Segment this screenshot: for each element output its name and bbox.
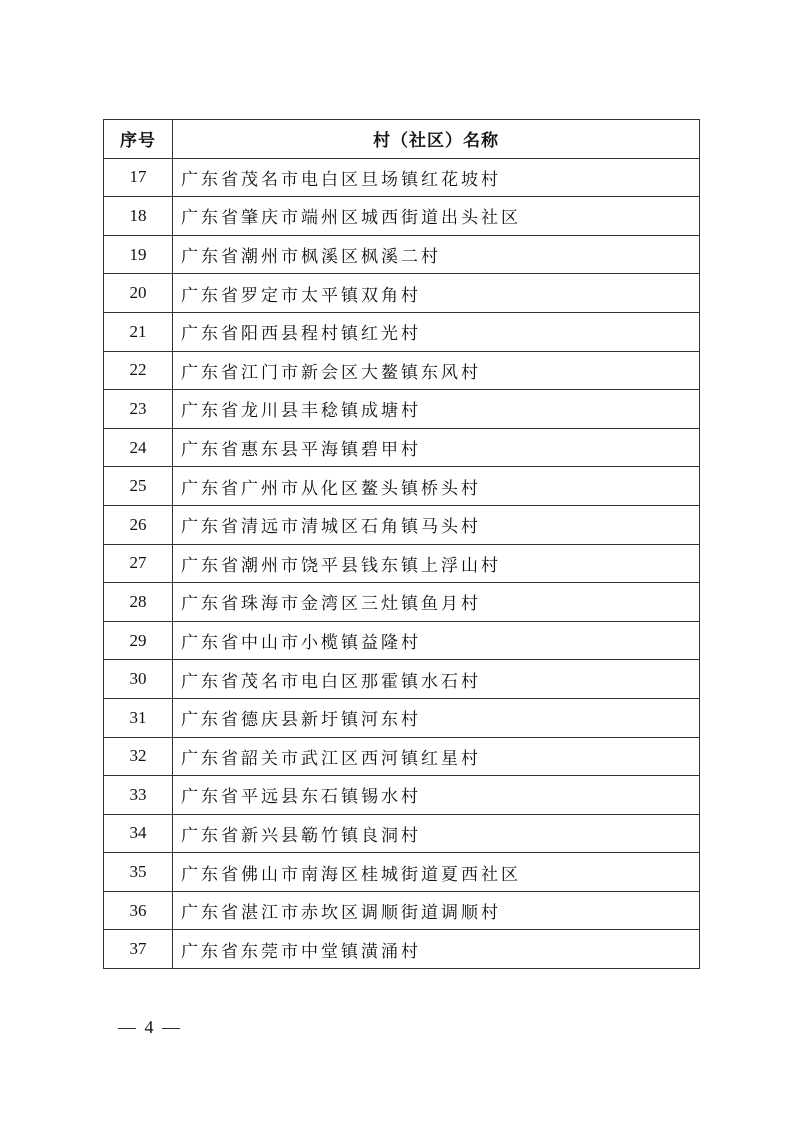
table-row — [104, 312, 700, 351]
row-index: 34 — [104, 814, 173, 853]
row-village-name: 广东省惠东县平海镇碧甲村 — [173, 428, 700, 467]
table-row — [104, 544, 700, 583]
row-village-name: 广东省湛江市赤坎区调顺街道调顺村 — [173, 891, 700, 930]
row-index: 33 — [104, 776, 173, 815]
row-village-name: 广东省江门市新会区大鳌镇东风村 — [173, 351, 700, 390]
table-row — [104, 390, 700, 429]
table-body — [104, 158, 700, 968]
row-index: 31 — [104, 698, 173, 737]
row-village-name: 广东省珠海市金湾区三灶镇鱼月村 — [173, 583, 700, 622]
row-index: 26 — [104, 505, 173, 544]
row-village-name: 广东省阳西县程村镇红光村 — [173, 312, 700, 351]
row-index: 23 — [104, 390, 173, 429]
table-row — [104, 158, 700, 197]
table-row — [104, 814, 700, 853]
table-row — [104, 891, 700, 930]
table-row — [104, 235, 700, 274]
row-village-name: 广东省潮州市饶平县钱东镇上浮山村 — [173, 544, 700, 583]
table-row — [104, 776, 700, 815]
page-number: — 4 — — [118, 1017, 182, 1037]
row-village-name: 广东省清远市清城区石角镇马头村 — [173, 505, 700, 544]
row-index: 24 — [104, 428, 173, 467]
row-index: 20 — [104, 274, 173, 313]
row-index: 21 — [104, 312, 173, 351]
row-village-name: 广东省德庆县新圩镇河东村 — [173, 698, 700, 737]
row-village-name: 广东省广州市从化区鳌头镇桥头村 — [173, 467, 700, 506]
table-row — [104, 930, 700, 969]
row-index: 19 — [104, 235, 173, 274]
table-row — [104, 505, 700, 544]
row-village-name: 广东省茂名市电白区旦场镇红花坡村 — [173, 158, 700, 197]
row-index: 22 — [104, 351, 173, 390]
table-row — [104, 428, 700, 467]
row-index: 29 — [104, 621, 173, 660]
header-name: 村（社区）名称 — [173, 120, 700, 159]
table-row — [104, 660, 700, 699]
row-index: 28 — [104, 583, 173, 622]
table-row — [104, 467, 700, 506]
row-village-name: 广东省龙川县丰稔镇成塘村 — [173, 390, 700, 429]
village-list-table — [103, 119, 700, 969]
table-row — [104, 197, 700, 236]
row-village-name: 广东省韶关市武江区西河镇红星村 — [173, 737, 700, 776]
row-village-name: 广东省潮州市枫溪区枫溪二村 — [173, 235, 700, 274]
row-index: 25 — [104, 467, 173, 506]
row-village-name: 广东省罗定市太平镇双角村 — [173, 274, 700, 313]
header-index: 序号 — [104, 120, 173, 159]
row-index: 32 — [104, 737, 173, 776]
row-village-name: 广东省东莞市中堂镇潢涌村 — [173, 930, 700, 969]
table-row — [104, 351, 700, 390]
row-village-name: 广东省肇庆市端州区城西街道出头社区 — [173, 197, 700, 236]
row-index: 35 — [104, 853, 173, 892]
table-header-row — [104, 120, 700, 159]
table-row — [104, 274, 700, 313]
row-index: 30 — [104, 660, 173, 699]
row-village-name: 广东省新兴县簕竹镇良洞村 — [173, 814, 700, 853]
row-index: 36 — [104, 891, 173, 930]
row-village-name: 广东省佛山市南海区桂城街道夏西社区 — [173, 853, 700, 892]
row-index: 37 — [104, 930, 173, 969]
row-index: 18 — [104, 197, 173, 236]
table-row — [104, 737, 700, 776]
table-row — [104, 621, 700, 660]
table-row — [104, 853, 700, 892]
table-row — [104, 583, 700, 622]
row-village-name: 广东省茂名市电白区那霍镇水石村 — [173, 660, 700, 699]
row-index: 27 — [104, 544, 173, 583]
table-row — [104, 698, 700, 737]
row-village-name: 广东省平远县东石镇锡水村 — [173, 776, 700, 815]
row-index: 17 — [104, 158, 173, 197]
row-village-name: 广东省中山市小榄镇益隆村 — [173, 621, 700, 660]
